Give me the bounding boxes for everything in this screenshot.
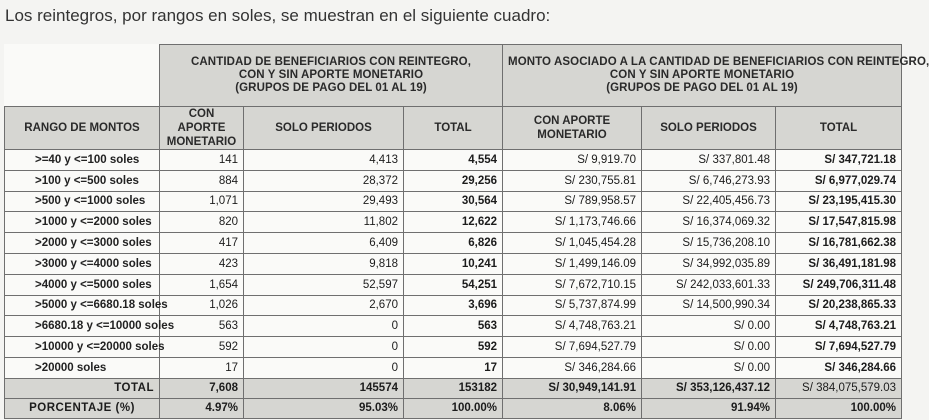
percent-total-count: 100.00%: [404, 398, 503, 418]
cell-con-aporte-monto: S/ 1,045,454.28: [503, 233, 642, 254]
table-row: [5, 337, 902, 358]
cell-range: >1000 y <=2000 soles: [5, 212, 160, 233]
blank-corner: [5, 45, 160, 107]
group-header-beneficiarios: [160, 45, 503, 107]
cell-range: >20000 soles: [5, 357, 160, 378]
table-row: [5, 212, 902, 233]
group-header-row: [5, 45, 902, 107]
cell-range: >=40 y <=100 soles: [5, 150, 160, 171]
cell-con-aporte-monto: S/ 5,737,874.99: [503, 295, 642, 316]
cell-con-aporte-count: 884: [160, 170, 244, 191]
cell-con-aporte-count: 563: [160, 316, 244, 337]
cell-solo-periodos-monto: S/ 14,500,990.34: [642, 295, 776, 316]
group-beneficiarios-line-2: CON Y SIN APORTE MONETARIO: [238, 69, 424, 81]
cell-con-aporte-monto: S/ 4,748,763.21: [503, 316, 642, 337]
total-con-aporte-count: 7,608: [160, 378, 244, 398]
cell-total-count: 30,564: [404, 191, 503, 212]
header-total-count: TOTAL: [404, 107, 503, 150]
cell-solo-periodos-count: 2,670: [244, 295, 404, 316]
cell-con-aporte-monto: S/ 346,284.66: [503, 357, 642, 378]
cell-range: >6680.18 y <=10000 soles: [5, 316, 160, 337]
cell-total-monto: S/ 7,694,527.79: [776, 337, 902, 358]
cell-solo-periodos-count: 9,818: [244, 253, 404, 274]
cell-total-count: 29,256: [404, 170, 503, 191]
cell-total-monto: S/ 346,284.66: [776, 357, 902, 378]
header-con-aporte-count: CON APORTE MONETARIO: [160, 107, 244, 150]
cell-total-count: 17: [404, 357, 503, 378]
header-range: RANGO DE MONTOS: [5, 107, 160, 150]
percent-con-aporte-monto: 8.06%: [503, 398, 642, 418]
cell-solo-periodos-monto: S/ 6,746,273.93: [642, 170, 776, 191]
cell-solo-periodos-count: 11,802: [244, 212, 404, 233]
cell-total-count: 3,696: [404, 295, 503, 316]
cell-con-aporte-count: 423: [160, 253, 244, 274]
table-row: [5, 295, 902, 316]
header-solo-periodos-monto: SOLO PERIODOS: [642, 107, 776, 150]
cell-solo-periodos-monto: S/ 34,992,035.89: [642, 253, 776, 274]
total-total-count: 153182: [404, 378, 503, 398]
cell-total-count: 592: [404, 337, 503, 358]
cell-total-monto: S/ 20,238,865.33: [776, 295, 902, 316]
header-total-monto: TOTAL: [776, 107, 902, 150]
cell-total-count: 54,251: [404, 274, 503, 295]
percent-label: PORCENTAJE (%): [5, 398, 160, 418]
group-header-monto: [503, 45, 929, 107]
table-row: [5, 274, 902, 295]
cell-total-monto: S/ 347,721.18: [776, 150, 902, 171]
cell-solo-periodos-count: 0: [244, 337, 404, 358]
cell-total-monto: S/ 17,547,815.98: [776, 212, 902, 233]
group-beneficiarios-line-3: (GRUPOS DE PAGO DEL 01 AL 19): [235, 82, 427, 94]
cell-total-count: 12,622: [404, 212, 503, 233]
cell-solo-periodos-monto: S/ 0.00: [642, 357, 776, 378]
cell-total-monto: S/ 6,977,029.74: [776, 170, 902, 191]
cell-con-aporte-count: 1,026: [160, 295, 244, 316]
cell-con-aporte-count: 417: [160, 233, 244, 254]
cell-con-aporte-count: 820: [160, 212, 244, 233]
cell-con-aporte-count: 592: [160, 337, 244, 358]
percent-con-aporte-count: 4.97%: [160, 398, 244, 418]
table-row: [5, 233, 902, 254]
cell-solo-periodos-monto: S/ 22,405,456.73: [642, 191, 776, 212]
cell-con-aporte-monto: S/ 7,672,710.15: [503, 274, 642, 295]
cell-total-monto: S/ 16,781,662.38: [776, 233, 902, 254]
cell-range: >500 y <=1000 soles: [5, 191, 160, 212]
cell-solo-periodos-count: 0: [244, 357, 404, 378]
total-solo-periodos-monto: S/ 353,126,437.12: [642, 378, 776, 398]
cell-solo-periodos-monto: S/ 0.00: [642, 337, 776, 358]
cell-total-count: 563: [404, 316, 503, 337]
cell-con-aporte-monto: S/ 1,499,146.09: [503, 253, 642, 274]
group-monto-line-3: (GRUPOS DE PAGO DEL 01 AL 19): [606, 82, 798, 94]
intro-text: Los reintegros, por rangos en soles, se muestran en el siguiente cuadro:: [5, 6, 551, 25]
cell-total-count: 10,241: [404, 253, 503, 274]
percent-solo-periodos-count: 95.03%: [244, 398, 404, 418]
cell-range: >5000 y <=6680.18 soles: [5, 295, 160, 316]
table-row: [5, 150, 902, 171]
cell-solo-periodos-count: 6,409: [244, 233, 404, 254]
cell-solo-periodos-monto: S/ 0.00: [642, 316, 776, 337]
cell-range: >10000 y <=20000 soles: [5, 337, 160, 358]
cell-con-aporte-monto: S/ 1,173,746.66: [503, 212, 642, 233]
cell-solo-periodos-count: 4,413: [244, 150, 404, 171]
cell-solo-periodos-monto: S/ 15,736,208.10: [642, 233, 776, 254]
total-solo-periodos-count: 145574: [244, 378, 404, 398]
cell-con-aporte-count: 141: [160, 150, 244, 171]
table-row: [5, 253, 902, 274]
percent-total-monto: 100.00%: [776, 398, 902, 418]
total-total-monto: S/ 384,075,579.03: [776, 378, 902, 398]
cell-con-aporte-count: 1,654: [160, 274, 244, 295]
cell-total-monto: S/ 23,195,415.30: [776, 191, 902, 212]
total-con-aporte-monto: S/ 30,949,141.91: [503, 378, 642, 398]
percent-solo-periodos-monto: 91.94%: [642, 398, 776, 418]
column-header-row: [5, 107, 902, 150]
reintegros-table: [4, 44, 929, 419]
cell-total-monto: S/ 36,491,181.98: [776, 253, 902, 274]
cell-total-count: 4,554: [404, 150, 503, 171]
cell-solo-periodos-count: 52,597: [244, 274, 404, 295]
cell-con-aporte-count: 1,071: [160, 191, 244, 212]
cell-total-monto: S/ 249,706,311.48: [776, 274, 902, 295]
cell-range: >2000 y <=3000 soles: [5, 233, 160, 254]
cell-con-aporte-monto: S/ 789,958.57: [503, 191, 642, 212]
cell-range: >4000 y <=5000 soles: [5, 274, 160, 295]
cell-range: >3000 y <=4000 soles: [5, 253, 160, 274]
total-label: TOTAL: [5, 378, 160, 398]
table-row: [5, 170, 902, 191]
group-monto-line-2: CON Y SIN APORTE MONETARIO: [609, 69, 795, 81]
cell-solo-periodos-monto: S/ 337,801.48: [642, 150, 776, 171]
cell-total-count: 6,826: [404, 233, 503, 254]
cell-total-monto: S/ 4,748,763.21: [776, 316, 902, 337]
cell-con-aporte-monto: S/ 7,694,527.79: [503, 337, 642, 358]
cell-con-aporte-count: 17: [160, 357, 244, 378]
cell-con-aporte-monto: S/ 230,755.81: [503, 170, 642, 191]
cell-solo-periodos-monto: S/ 242,033,601.33: [642, 274, 776, 295]
cell-range: >100 y <=500 soles: [5, 170, 160, 191]
cell-solo-periodos-count: 0: [244, 316, 404, 337]
cell-solo-periodos-count: 28,372: [244, 170, 404, 191]
header-solo-periodos-count: SOLO PERIODOS: [244, 107, 404, 150]
group-monto-line-1: MONTO ASOCIADO A LA CANTIDAD DE BENEFICIARIOS CON REINTEGRO,: [508, 56, 929, 68]
header-con-aporte-monto: CON APORTE MONETARIO: [503, 107, 642, 150]
table-row: [5, 316, 902, 337]
percent-row: [5, 398, 902, 418]
cell-solo-periodos-monto: S/ 16,374,069.32: [642, 212, 776, 233]
table-row: [5, 357, 902, 378]
group-beneficiarios-line-1: CANTIDAD DE BENEFICIARIOS CON REINTEGRO,: [191, 56, 472, 68]
total-row: [5, 378, 902, 398]
cell-con-aporte-monto: S/ 9,919.70: [503, 150, 642, 171]
table-row: [5, 191, 902, 212]
cell-solo-periodos-count: 29,493: [244, 191, 404, 212]
